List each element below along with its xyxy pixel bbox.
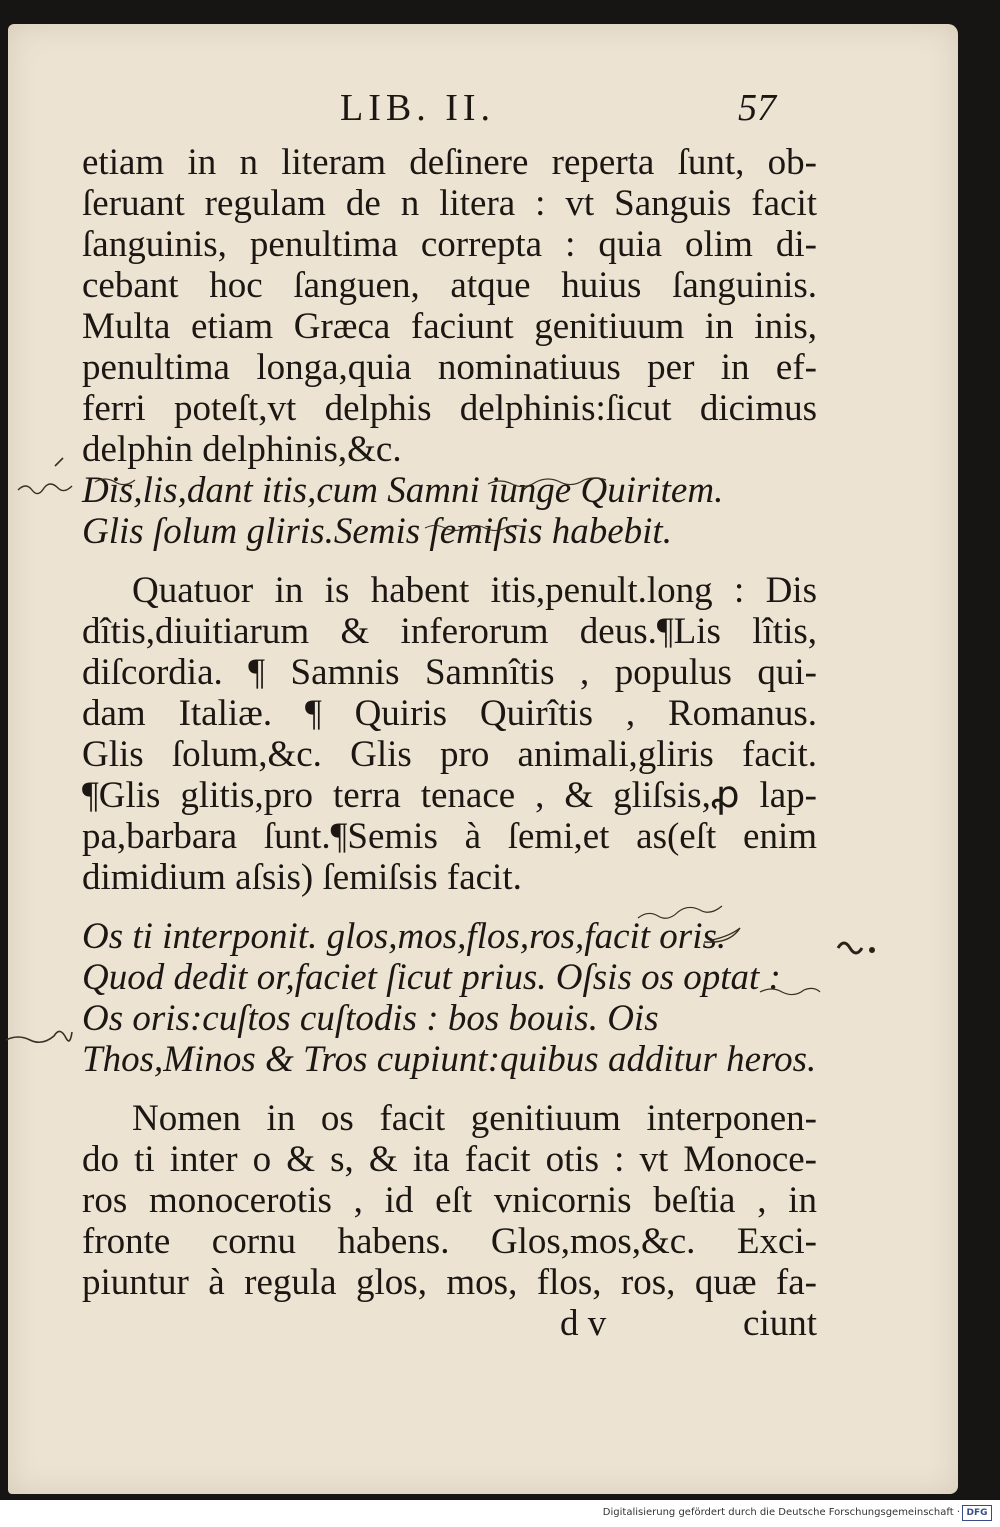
folio-number: 57: [738, 87, 776, 129]
text-line: ſanguinis, penultima correpta : quia olim di-: [82, 224, 817, 265]
footer-bar: [0, 1500, 1000, 1527]
text-line: dimidium aſsis) ſemiſsis facit.: [82, 857, 522, 898]
spacer: [82, 552, 817, 570]
page-header: [0, 86, 1000, 136]
signature-mark: d v: [560, 1303, 607, 1344]
spacer: [82, 1080, 817, 1098]
verse-line: Thos,Minos & Tros cupiunt:quibus additur heros.: [82, 1039, 817, 1080]
verse-line: Os ti interponit. glos,mos,flos,ros,facit oris.: [82, 916, 727, 957]
text-line: dam Italiæ. ¶ Quiris Quirîtis , Romanus.: [82, 693, 817, 734]
text-line: delphin delphinis,&c.: [82, 429, 402, 470]
running-head: LIB. II.: [340, 87, 496, 129]
spacer: [82, 898, 817, 916]
text-line: piuntur à regula glos, mos, flos, ros, quæ fa-: [82, 1262, 817, 1303]
text-line: pa,barbara ſunt.¶Semis à ſemi,et as(eſt enim: [82, 816, 817, 857]
text-line: Quatuor in is habent itis,penult.long : Dis: [132, 570, 817, 611]
text-line: ſeruant regulam de n litera : vt Sanguis facit: [82, 183, 817, 224]
text-line: penultima longa,quia nominatiuus per in ef-: [82, 347, 817, 388]
text-line: ¶Glis glitis,pro terra tenace , & gliſsis,ꝓ lap-: [82, 775, 817, 816]
signature-line: [82, 1303, 817, 1344]
text-line: do ti inter o & s, & ita facit otis : vt Monoce-: [82, 1139, 817, 1180]
verse-line: Quod dedit or,faciet ſicut prius. Oſsis os optat :: [82, 957, 781, 998]
verse-line: Dis,lis,dant itis,cum Samni iunge Quiritem.: [82, 470, 724, 511]
dfg-logo: DFG: [962, 1505, 992, 1521]
text-line: etiam in n literam deſinere reperta ſunt, ob-: [82, 142, 817, 183]
text-line: Nomen in os facit genitiuum interponen-: [132, 1098, 817, 1139]
text-line: dîtis,diuitiarum & inferorum deus.¶Lis lîtis,: [82, 611, 817, 652]
catchword: ciunt: [743, 1303, 817, 1344]
verse-line: Os oris:cuſtos cuſtodis : bos bouis. Ois: [82, 998, 659, 1039]
text-line: Glis ſolum,&c. Glis pro animali,gliris facit.: [82, 734, 817, 775]
digitization-credit: Digitalisierung gefördert durch die Deutsche Forschungsgemeinschaft ·: [602, 1507, 960, 1518]
text-line: Multa etiam Græca faciunt genitiuum in inis,: [82, 306, 817, 347]
verse-line: Glis ſolum gliris.Semis ſemiſsis habebit.: [82, 511, 672, 552]
text-line: ros monocerotis , id eſt vnicornis beſtia , in: [82, 1180, 817, 1221]
text-line: cebant hoc ſanguen, atque huius ſanguinis.: [82, 265, 817, 306]
text-line: diſcordia. ¶ Samnis Samnîtis , populus qui-: [82, 652, 817, 693]
text-line: fronte cornu habens. Glos,mos,&c. Exci-: [82, 1221, 817, 1262]
text-line: ferri poteſt,vt delphis delphinis:ſicut dicimus: [82, 388, 817, 429]
page-text: [82, 142, 817, 1344]
